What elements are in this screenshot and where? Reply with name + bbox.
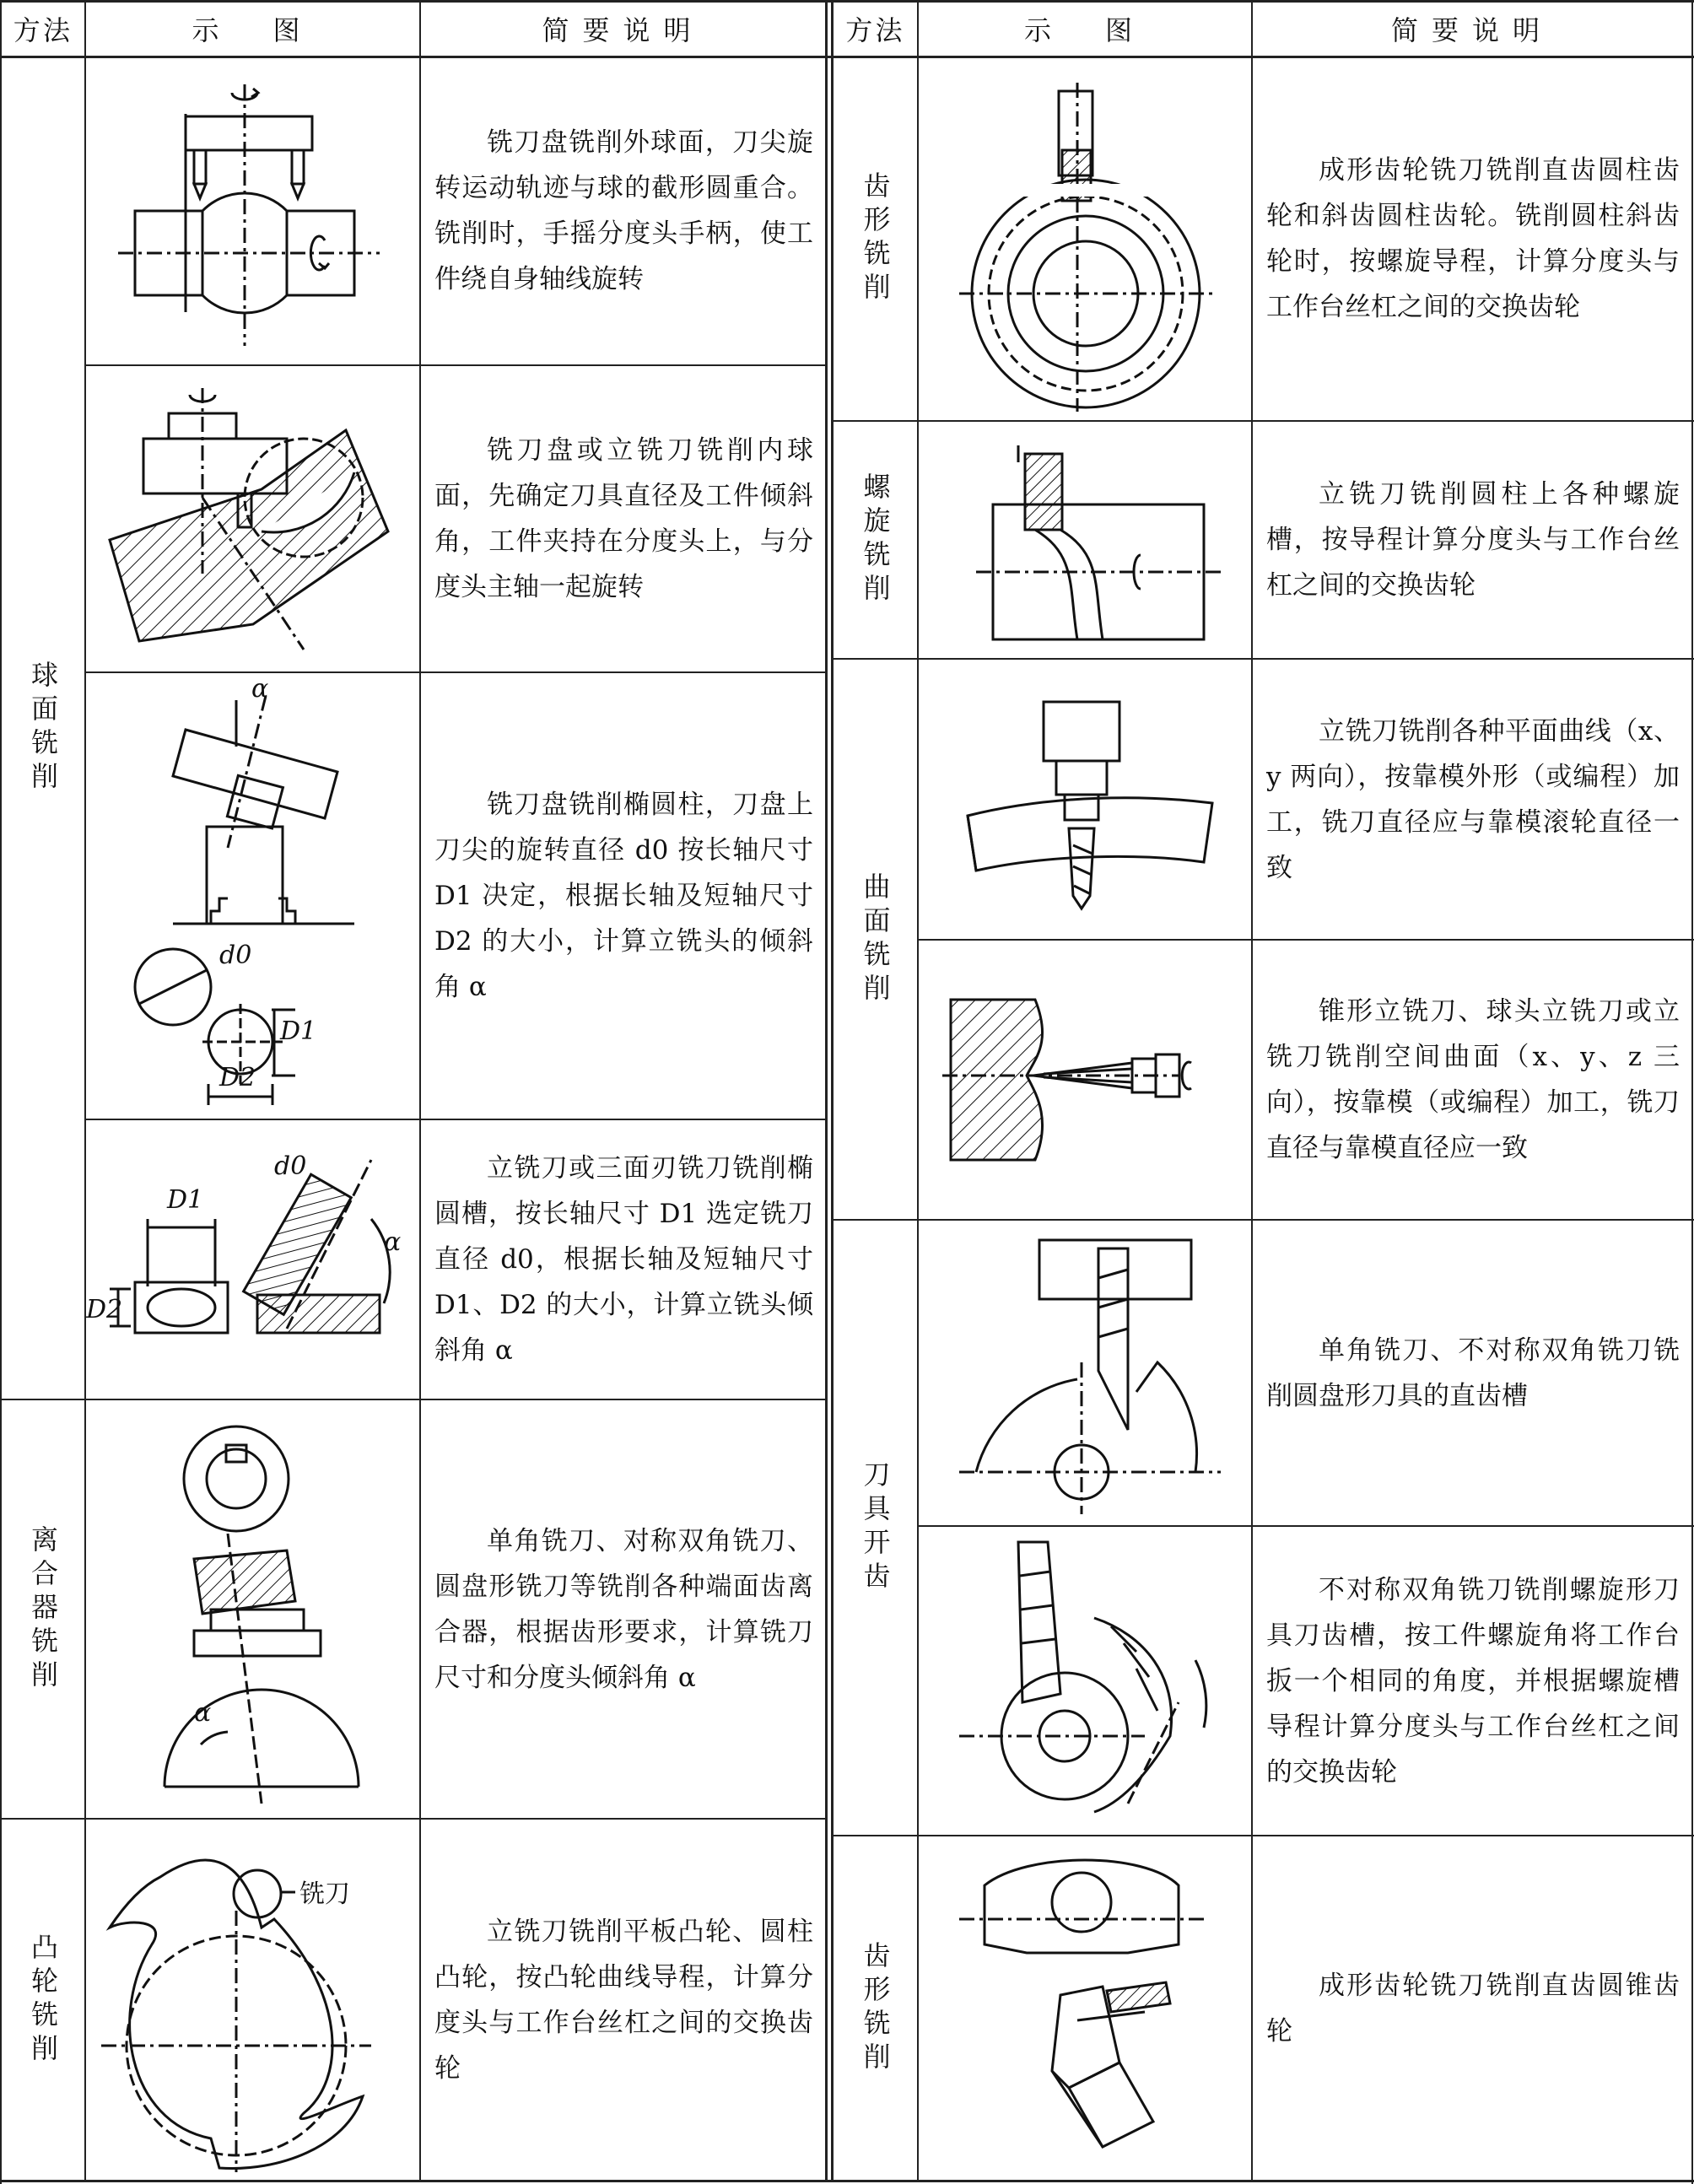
- header-description-left: 简要说明: [542, 14, 704, 46]
- desc-tool-helical: 不对称双角铣刀铣削螺旋形刀具刀齿槽，按工件螺旋角将工作台扳一个相同的角度，并根据螺旋槽导程计算分度头与工作台丝杠之间的交换齿轮: [1266, 1574, 1680, 1788]
- label-d0-groove: d0: [274, 1151, 307, 1181]
- method-tool-fluting: 刀具开齿: [859, 1460, 892, 1595]
- header-method-left: 方法: [13, 14, 73, 46]
- desc-space-curve: 锥形立铣刀、球头立铣刀或立铣刀铣削空间曲面（x、y、z 三向），按靠模（或编程）加工，铣刀直径与靠模直径应一致: [1266, 996, 1680, 1163]
- header-method-right: 方法: [845, 14, 905, 46]
- method-sphere-milling: 球面铣削: [27, 661, 59, 795]
- desc-sphere-inner: 铣刀盘或立铣刀铣削内球面，先确定刀具直径及工件倾斜角，工件夹持在分度头上，与分度头主轴一起旋转: [434, 435, 813, 602]
- desc-gear-spur: 成形齿轮铣刀铣削直齿圆柱齿轮和斜齿圆柱齿轮。铣削圆柱斜齿轮时，按螺旋导程，计算分度头与工作台丝杠之间的交换齿轮: [1266, 155, 1680, 322]
- figure-gear-spur: [925, 66, 1246, 416]
- header-figure-right: 示 图: [1023, 14, 1146, 46]
- figure-ellipse-groove: [86, 1126, 413, 1392]
- method-gear-milling: 齿形铣削: [859, 171, 892, 306]
- desc-tool-straight: 单角铣刀、不对称双角铣刀铣削圆盘形刀具的直齿槽: [1266, 1335, 1680, 1411]
- desc-cam: 立铣刀铣削平板凸轮、圆柱凸轮，按凸轮曲线导程，计算分度头与工作台丝杠之间的交换齿轮: [434, 1916, 813, 2084]
- figure-bevel: [925, 1843, 1246, 2174]
- label-D2: D2: [219, 1063, 256, 1092]
- desc-ellipse-groove: 立铣刀或三面刃铣刀铣削椭圆槽，按长轴尺寸 D1 选定铣刀直径 d0，根据长轴及短轴尺寸 D1、D2 的大小，计算立铣头倾斜角 α: [434, 1153, 813, 1366]
- figure-sphere-inner: [93, 371, 413, 666]
- figure-tool-helical: [925, 1534, 1246, 1829]
- label-alpha-clutch: α: [194, 1698, 212, 1728]
- label-D1-groove: D1: [167, 1185, 204, 1215]
- label-d0: d0: [219, 941, 252, 970]
- header-description-right: 简要说明: [1390, 14, 1553, 46]
- label-alpha: α: [251, 674, 269, 704]
- label-alpha-groove: α: [384, 1227, 402, 1257]
- figure-clutch: [93, 1407, 413, 1812]
- method-surface-milling: 曲面铣削: [859, 871, 892, 1007]
- method-cam-milling: 凸轮铣削: [27, 1932, 59, 2068]
- method-clutch-milling: 离合器铣削: [27, 1524, 59, 1694]
- figure-space-curve: [925, 949, 1246, 1215]
- figure-sphere-outer: [93, 67, 413, 354]
- method-bevel-gear-milling: 齿形铣削: [859, 1940, 892, 2076]
- label-cutter: 铣刀: [299, 1879, 350, 1909]
- desc-helix: 立铣刀铣削圆柱上各种螺旋槽，按导程计算分度头与工作台丝杠之间的交换齿轮: [1266, 479, 1680, 601]
- figure-plane-curve: [925, 668, 1246, 934]
- method-helix-milling: 螺旋铣削: [859, 472, 892, 607]
- desc-plane-curve: 立铣刀铣削各种平面曲线（x、y 两向），按靠模外形（或编程）加工，铣刀直径应与靠模滚轮直径一致: [1266, 715, 1680, 883]
- label-D1: D1: [280, 1017, 317, 1046]
- figure-tool-straight: [925, 1227, 1246, 1518]
- label-D2-groove: D2: [86, 1295, 123, 1324]
- header-figure-left: 示 图: [192, 14, 314, 46]
- desc-sphere-outer: 铣刀盘铣削外球面，刀尖旋转运动轨迹与球的截形圆重合。铣削时，手摇分度头手柄，使工件绕自身轴线旋转: [434, 127, 813, 294]
- figure-helix: [925, 429, 1246, 652]
- desc-ellipse-cylinder: 铣刀盘铣削椭圆柱，刀盘上刀尖的旋转直径 d0 按长轴尺寸 D1 决定，根据长轴及短轴尺寸 D2 的大小，计算立铣头的倾斜角 α: [434, 790, 813, 1002]
- desc-clutch: 单角铣刀、对称双角铣刀、圆盘形铣刀等铣削各种端面齿离合器，根据齿形要求，计算铣刀尺寸和分度头倾斜角 α: [434, 1525, 813, 1693]
- desc-bevel: 成形齿轮铣刀铣削直齿圆锥齿轮: [1266, 1970, 1680, 2046]
- figure-ellipse-cylinder: [93, 674, 413, 1114]
- figure-cam: [93, 1826, 413, 2174]
